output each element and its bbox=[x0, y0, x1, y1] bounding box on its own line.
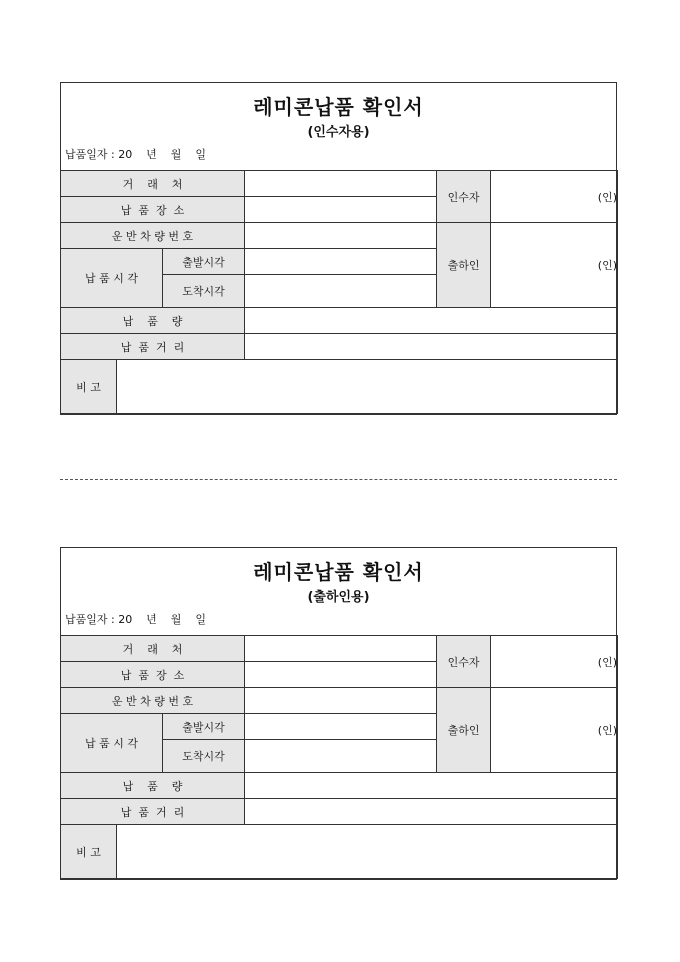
quantity-field[interactable] bbox=[245, 308, 618, 334]
quantity-label: 납 품 량 bbox=[61, 308, 245, 334]
receiver-label: 인수자 bbox=[437, 171, 491, 223]
remarks-label: 비 고 bbox=[61, 825, 117, 879]
site-field[interactable] bbox=[245, 197, 437, 223]
form-table bbox=[60, 170, 618, 414]
seal-mark: (인) bbox=[597, 259, 618, 272]
form-header bbox=[61, 548, 616, 635]
site-field[interactable] bbox=[245, 662, 437, 688]
receiver-seal-field[interactable] bbox=[491, 171, 618, 223]
shipper-seal-field[interactable] bbox=[491, 688, 618, 773]
remarks-field[interactable] bbox=[117, 825, 618, 879]
distance-label: 납 품 거 리 bbox=[61, 799, 245, 825]
vehicle-number-field[interactable] bbox=[245, 223, 437, 249]
distance-label: 납 품 거 리 bbox=[61, 334, 245, 360]
form-header bbox=[61, 83, 616, 170]
quantity-label: 납 품 량 bbox=[61, 773, 245, 799]
seal-mark: (인) bbox=[597, 655, 618, 669]
delivery-form-shipper-copy bbox=[60, 547, 617, 880]
site-label: 납 품 장 소 bbox=[61, 662, 245, 688]
departure-time-label: 출발시각 bbox=[163, 714, 245, 740]
shipper-seal-field[interactable] bbox=[491, 223, 618, 308]
receiver-label: 인수자 bbox=[437, 636, 491, 688]
client-label: 거 래 처 bbox=[61, 171, 245, 197]
form-title: 레미콘납품 확인서 bbox=[253, 560, 424, 584]
quantity-field[interactable] bbox=[245, 773, 618, 799]
departure-time-field[interactable] bbox=[245, 249, 437, 275]
form-table bbox=[60, 635, 618, 879]
delivery-time-label: 납 품 시 각 bbox=[61, 714, 163, 773]
form-subtitle: (출하인용) bbox=[307, 590, 370, 605]
seal-mark: (인) bbox=[597, 724, 618, 737]
delivery-form-receiver-copy bbox=[60, 82, 617, 415]
seal-mark: (인) bbox=[597, 190, 618, 204]
vehicle-number-field[interactable] bbox=[245, 688, 437, 714]
distance-field[interactable] bbox=[245, 334, 618, 360]
client-field[interactable] bbox=[245, 171, 437, 197]
departure-time-field[interactable] bbox=[245, 714, 437, 740]
client-label: 거 래 처 bbox=[61, 636, 245, 662]
remarks-field[interactable] bbox=[117, 360, 618, 414]
distance-field[interactable] bbox=[245, 799, 618, 825]
shipper-label: 출하인 bbox=[437, 223, 491, 308]
receiver-seal-field[interactable] bbox=[491, 636, 618, 688]
arrival-time-field[interactable] bbox=[245, 740, 437, 773]
site-label: 납 품 장 소 bbox=[61, 197, 245, 223]
arrival-time-label: 도착시각 bbox=[163, 275, 245, 308]
arrival-time-field[interactable] bbox=[245, 275, 437, 308]
client-field[interactable] bbox=[245, 636, 437, 662]
cut-line bbox=[60, 479, 617, 480]
departure-time-label: 출발시각 bbox=[163, 249, 245, 275]
delivery-time-label: 납 품 시 각 bbox=[61, 249, 163, 308]
form-title: 레미콘납품 확인서 bbox=[253, 95, 424, 119]
remarks-label: 비 고 bbox=[61, 360, 117, 414]
arrival-time-label: 도착시각 bbox=[163, 740, 245, 773]
shipper-label: 출하인 bbox=[437, 688, 491, 773]
form-subtitle: (인수자용) bbox=[307, 125, 370, 140]
delivery-date-line: 납품일자 : 20 년 월 일 bbox=[65, 148, 207, 161]
delivery-date-line: 납품일자 : 20 년 월 일 bbox=[65, 613, 207, 626]
vehicle-number-label: 운 반 차 량 번 호 bbox=[61, 223, 245, 249]
vehicle-number-label: 운 반 차 량 번 호 bbox=[61, 688, 245, 714]
